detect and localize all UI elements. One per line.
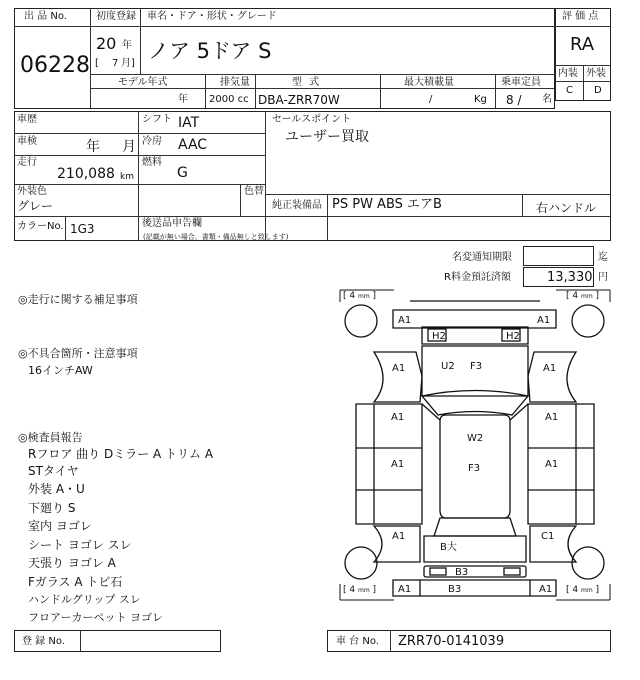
mark-rear-bumper-right: A1 [539, 584, 553, 595]
defect-item: 16インチAW [28, 364, 93, 377]
aircon-value: AAC [178, 137, 208, 153]
mark-rear-quarter-right: C1 [541, 531, 555, 542]
mark-front-bumper-right: A1 [537, 315, 551, 326]
color-no-value: 1G3 [70, 222, 95, 236]
chassis-value: ZRR70-0141039 [398, 634, 505, 649]
tire-br-unit: mm [580, 587, 593, 594]
chassis-label: 車 台 No. [336, 636, 379, 647]
lot-no: 06228 [20, 53, 90, 78]
first-reg-month: 7 [112, 58, 119, 69]
capacity-label: 乗車定員 [501, 77, 541, 88]
body-side-left [356, 404, 422, 524]
recycle-label: R料金預託済額 [444, 272, 511, 283]
mark-rear-panel: B3 [455, 567, 469, 578]
first-reg-year-unit: 年 [122, 40, 132, 51]
mark-rear-door-left: A1 [391, 459, 405, 470]
mark-roof-glass: F3 [468, 463, 481, 474]
tire-bl-label: [ 4 mm ] [343, 585, 377, 595]
ext-color-value: グレー [17, 199, 54, 213]
inspection-year-unit: 年 [86, 139, 100, 155]
type-label: 型 式 [292, 77, 322, 88]
first-reg-year: 20 [96, 34, 117, 53]
handle-side: 右ハンドル [536, 201, 597, 215]
color-no-label: カラーNo. [17, 221, 64, 232]
max-load-label: 最大積載量 [404, 77, 454, 88]
mark-headlight-right: H2 [506, 331, 520, 342]
max-load-unit: Kg [474, 94, 487, 105]
model-year-unit: 年 [178, 94, 188, 105]
name-change-label: 名変通知期限 [452, 252, 512, 263]
tire-bl-unit: mm [357, 587, 370, 594]
mark-rear-quarter-left: A1 [392, 531, 406, 542]
inspector-line: 外装 A・U [28, 482, 85, 496]
front-fender-left [374, 352, 422, 402]
inspector-line: STタイヤ [28, 464, 79, 478]
displacement: 2000 cc [209, 94, 249, 105]
mileage-unit: km [120, 172, 134, 182]
mark-front-door-left: A1 [391, 412, 405, 423]
name-change-box [523, 246, 594, 266]
car-name-label: 車名・ドア・形状・グレード [147, 11, 277, 22]
capacity: 8 / [506, 93, 522, 107]
front-bumper [393, 310, 556, 328]
wheel-rear-left [345, 547, 377, 579]
tire-br-value: 4 [572, 585, 579, 595]
score-value: RA [570, 34, 595, 55]
max-load-slash: / [429, 94, 433, 105]
inspector-line: Rフロア 曲り Dミラー A トリム A [28, 447, 214, 461]
displacement-label: 排気量 [220, 77, 250, 88]
exterior-label: 外装 [586, 68, 606, 79]
front-fender-right [528, 352, 576, 402]
mark-hood: U2 [441, 361, 455, 372]
tire-tl-value: 4 [349, 291, 356, 301]
recycle-unit: 円 [598, 272, 608, 283]
defects-heading: ◎不具合箇所・注意事項 [18, 347, 138, 360]
mark-rear-bumper-left: A1 [398, 584, 412, 595]
first-reg-month-prefix: [ [95, 58, 99, 69]
repaint-label: 色替 [244, 186, 264, 197]
wheel-front-left [345, 305, 377, 337]
docs-label: 後送品申告欄 [142, 218, 202, 229]
equipment-value: PS PW ABS エアB [332, 197, 442, 212]
shift-label: シフト [142, 114, 172, 125]
inspector-line: シート ヨゴレ スレ [28, 538, 132, 552]
tire-tl-unit: mm [357, 293, 370, 300]
lot-no-label: 出 品 No. [24, 11, 67, 22]
damage-diagram [338, 288, 613, 602]
mileage-label: 走行 [17, 157, 37, 168]
first-reg-label: 初度登録 [96, 11, 136, 22]
aircon-label: 冷房 [142, 136, 162, 147]
type-value: DBA-ZRR70W [258, 93, 340, 107]
interior-score: C [566, 85, 573, 96]
shift-value: IAT [178, 115, 200, 131]
inspector-line: 天張り ヨゴレ A [28, 556, 116, 570]
inspector-heading: ◎検査員報告 [18, 431, 83, 444]
inspection-label: 車検 [17, 136, 37, 147]
score-label: 評 価 点 [562, 11, 599, 22]
mark-windshield: F3 [470, 361, 483, 372]
reg-no-label: 登 録 No. [22, 636, 65, 647]
tire-tl-label: [ 4 mm ] [343, 291, 377, 301]
wheel-rear-right [572, 547, 604, 579]
inspector-line: Fガラス A トビ石 [28, 575, 123, 589]
name-change-unit: 迄 [598, 252, 608, 263]
inspection-month-unit: 月 [122, 139, 136, 155]
sales-point-label: セールスポイント [272, 114, 352, 125]
inspector-line: フロアーカーペット ヨゴレ [28, 611, 163, 624]
rear-bumper [393, 580, 556, 596]
mark-headlight-left: H2 [432, 331, 446, 342]
mark-back-door: B大 [440, 542, 457, 553]
tire-tr-label: [ 4 mm ] [566, 291, 600, 301]
capacity-unit: 名 [542, 94, 552, 105]
car-name: ノア 5ドア S [148, 39, 272, 63]
tire-bl-value: 4 [349, 585, 356, 595]
tire-br-label: [ 4 mm ] [566, 585, 600, 595]
model-year-label: モデル年式 [118, 77, 168, 88]
first-reg-month-suffix: 月] [121, 58, 135, 69]
mark-front-bumper-left: A1 [398, 315, 412, 326]
exterior-score: D [594, 85, 602, 96]
inspector-line: 室内 ヨゴレ [28, 519, 92, 533]
fuel-label: 燃料 [142, 157, 162, 168]
history-label: 車歴 [17, 114, 37, 125]
sales-point: ユーザー買取 [285, 129, 369, 145]
tire-tr-value: 4 [572, 291, 579, 301]
mark-front-fender-left: A1 [392, 363, 406, 374]
recycle-amount: 13,330 [547, 270, 593, 285]
taillamp-right [504, 568, 520, 575]
taillamp-left [430, 568, 446, 575]
mark-front-door-right: A1 [545, 412, 559, 423]
body-side-right [528, 404, 594, 524]
wheel-front-right [572, 305, 604, 337]
mark-rear-door-right: A1 [545, 459, 559, 470]
inspector-line: ハンドルグリップ スレ [28, 593, 141, 606]
docs-note: (記載が無い場合、書類・備品無しと致します) [143, 233, 289, 241]
inspector-line: 下廻り S [28, 501, 76, 515]
mark-roof: W2 [467, 433, 484, 444]
tire-tr-unit: mm [580, 293, 593, 300]
ext-color-label: 外装色 [17, 186, 47, 197]
mark-front-fender-right: A1 [543, 363, 557, 374]
mark-rear-bumper-center: B3 [448, 584, 462, 595]
driving-heading: ◎走行に関する補足事項 [18, 293, 138, 306]
equipment-label: 純正装備品 [272, 200, 322, 211]
mileage-value: 210,088 [57, 166, 115, 182]
rear-window [434, 518, 516, 536]
windshield [422, 391, 528, 416]
fuel-value: G [177, 165, 188, 181]
interior-label: 内装 [558, 68, 578, 79]
